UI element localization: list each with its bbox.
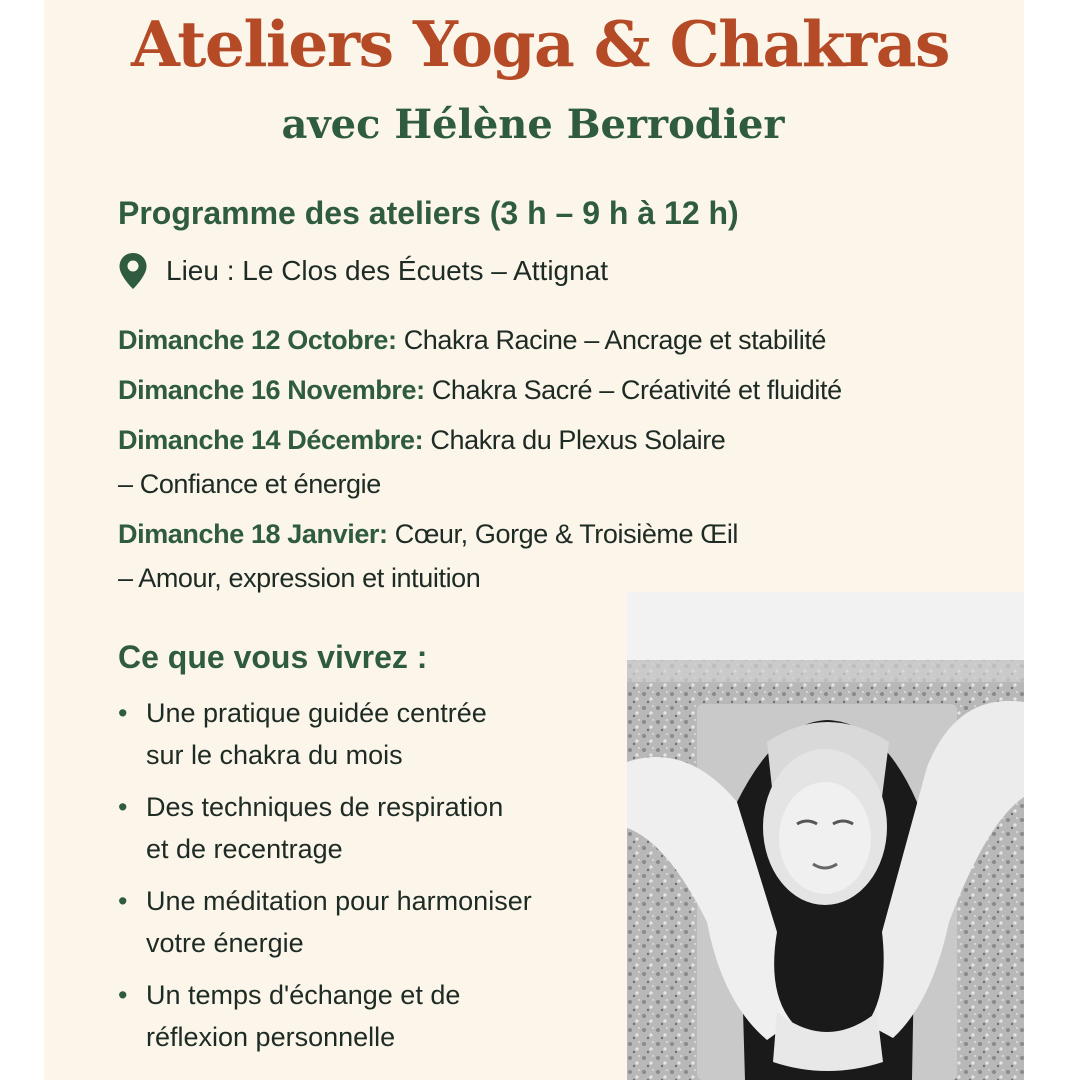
benefit-list — [118, 692, 638, 1068]
session-separator: : — [416, 375, 432, 405]
benefit-line: et de recentrage — [146, 834, 343, 864]
yoga-practitioner-illustration — [627, 592, 1024, 1080]
session-date: Dimanche 16 Novembre — [118, 375, 417, 405]
session-topic: Chakra Sacré – Créativité et fluidité — [431, 375, 842, 405]
yoga-photo — [627, 592, 1024, 1080]
session-topic: Chakra du Plexus Solaire — [430, 425, 726, 455]
benefit-line: Une pratique guidée centrée — [146, 698, 487, 728]
benefit-item — [118, 880, 638, 964]
session-item — [118, 368, 998, 412]
benefit-line: Des techniques de respiration — [146, 792, 504, 822]
page-title: Ateliers Yoga & Chakras — [130, 7, 950, 81]
location-text: Lieu : Le Clos des Écuets – Attignat — [166, 255, 609, 286]
session-separator: : — [414, 425, 431, 455]
page-subtitle: avec Hélène Berrodier — [281, 101, 785, 148]
benefit-line: réflexion personnelle — [146, 1022, 396, 1052]
session-topic: Cœur, Gorge & Troisième Œil — [394, 519, 739, 549]
vivrez-heading: Ce que vous vivrez : — [118, 639, 428, 675]
session-item — [118, 418, 998, 506]
benefit-item — [118, 786, 638, 870]
bullet-icon: • — [118, 698, 128, 728]
benefit-line: votre énergie — [146, 928, 304, 958]
session-topic: Chakra Racine – Ancrage et stabilité — [403, 325, 827, 355]
bullet-icon: • — [118, 792, 128, 822]
benefit-line: sur le chakra du mois — [146, 740, 403, 770]
location-line — [118, 248, 608, 294]
session-date: Dimanche 14 Décembre — [118, 425, 415, 455]
session-separator: : — [388, 325, 404, 355]
map-pin-icon — [118, 252, 148, 290]
session-item — [118, 318, 998, 362]
session-list — [118, 318, 998, 606]
benefit-line: Une méditation pour harmoniser — [146, 886, 532, 916]
bullet-icon: • — [118, 980, 128, 1010]
session-item — [118, 512, 998, 600]
session-date: Dimanche 12 Octobre — [118, 325, 388, 355]
benefit-item — [118, 692, 638, 776]
program-heading: Programme des ateliers (3 h – 9 h à 12 h) — [118, 195, 739, 231]
benefit-line: Un temps d'échange et de — [146, 980, 461, 1010]
session-separator: : — [379, 519, 395, 549]
session-topic-detail: – Amour, expression et intuition — [118, 563, 481, 593]
bullet-icon: • — [118, 886, 128, 916]
session-topic-detail: – Confiance et énergie — [118, 469, 381, 499]
session-date: Dimanche 18 Janvier — [118, 519, 380, 549]
benefit-item — [118, 974, 638, 1058]
